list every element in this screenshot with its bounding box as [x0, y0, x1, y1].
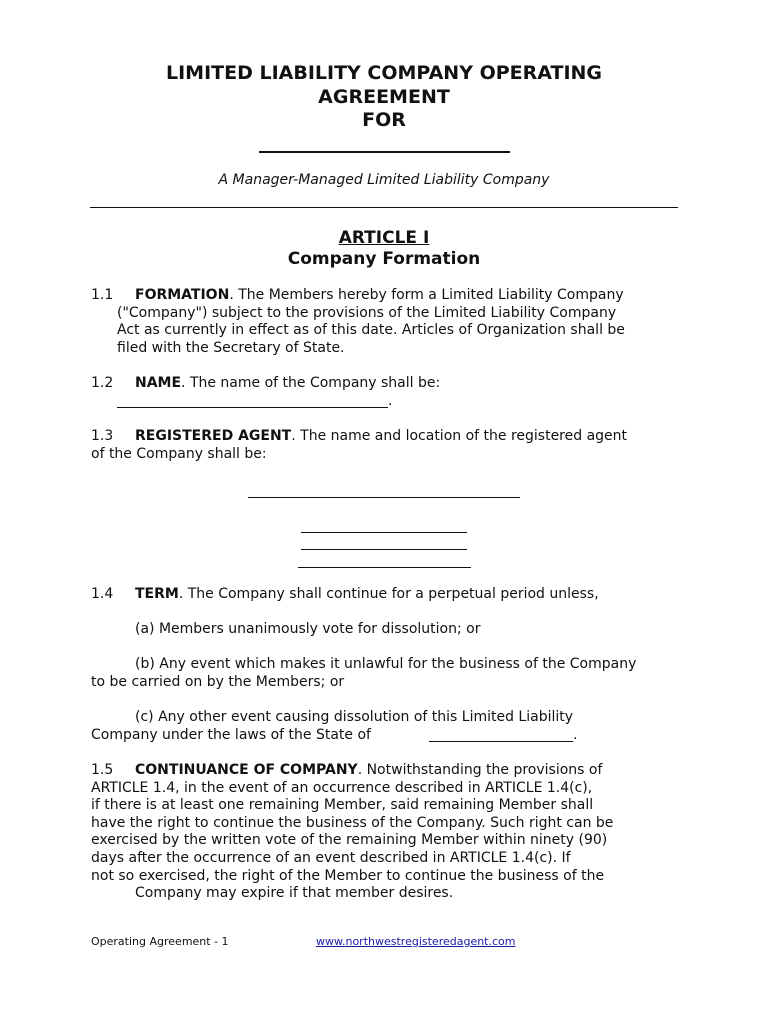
- agent-address-line-3: [298, 567, 471, 568]
- title-line-3: FOR: [362, 109, 406, 131]
- section-1-5-line-6: days after the occurrence of an event described in ARTICLE 1.4(c). If: [91, 850, 571, 866]
- section-1-1-line-4: filed with the Secretary of State.: [117, 340, 345, 356]
- section-1-5-line-7: not so exercised, the right of the Member to continue the business of the: [91, 868, 605, 884]
- section-1-5-heading: CONTINUANCE OF COMPANY: [135, 762, 358, 778]
- section-1-4-heading: TERM: [135, 586, 179, 602]
- section-1-5-line-1: [135, 762, 602, 780]
- agent-address-line-1: [301, 532, 467, 533]
- section-1-5-line-8: Company may expire if that member desires.: [135, 885, 454, 901]
- footer-website-link[interactable]: www.northwestregisteredagent.com: [316, 935, 516, 948]
- section-1-4-b-line-1: (b) Any event which makes it unlawful for the business of the Company: [135, 656, 637, 672]
- article-name: Company Formation: [287, 249, 481, 269]
- state-field-line: [429, 741, 573, 742]
- section-1-1-heading: FORMATION: [135, 287, 230, 303]
- section-1-5-line-5: exercised by the written vote of the remaining Member within ninety (90): [91, 832, 608, 848]
- section-1-4-c-period: .: [573, 727, 578, 743]
- agent-address-line-2: [301, 549, 467, 550]
- section-1-1-number: 1.1: [91, 287, 114, 303]
- section-1-3-number: 1.3: [91, 428, 114, 444]
- section-1-1-line-1: [135, 287, 624, 305]
- section-1-2-text-1: . The name of the Company shall be:: [181, 375, 441, 391]
- section-1-4-c-line-2: Company under the laws of the State of: [91, 727, 371, 743]
- footer-page-label: Operating Agreement - 1: [91, 935, 229, 948]
- section-1-3-heading: REGISTERED AGENT: [135, 428, 292, 444]
- section-1-3-line-2: of the Company shall be:: [91, 446, 267, 462]
- company-name-blank: [259, 151, 510, 153]
- article-number: ARTICLE I: [338, 228, 430, 248]
- section-1-4-number: 1.4: [91, 586, 114, 602]
- section-1-4-text-1: . The Company shall continue for a perpetual period unless,: [178, 586, 599, 602]
- section-1-5-text-1: . Notwithstanding the provisions of: [357, 762, 603, 778]
- section-1-3-text-1: . The name and location of the registered agent: [291, 428, 628, 444]
- title-line-1: LIMITED LIABILITY COMPANY OPERATING: [165, 62, 603, 84]
- section-1-2-number: 1.2: [91, 375, 114, 391]
- section-1-3-line-1: [135, 428, 627, 446]
- horizontal-rule: [90, 207, 678, 208]
- subtitle: A Manager-Managed Limited Liability Company: [218, 172, 550, 188]
- section-1-5-number: 1.5: [91, 762, 114, 778]
- section-1-2-line-1: [135, 375, 440, 393]
- section-1-5-line-4: have the right to continue the business of the Company. Such right can be: [91, 815, 614, 831]
- agent-name-line: [248, 497, 520, 498]
- section-1-4-b-line-2: to be carried on by the Members; or: [91, 674, 345, 690]
- title-line-2: AGREEMENT: [318, 86, 450, 108]
- section-1-4-a: (a) Members unanimously vote for dissolution; or: [135, 621, 481, 637]
- section-1-2-period: .: [388, 393, 393, 409]
- section-1-5-line-2: ARTICLE 1.4, in the event of an occurrence described in ARTICLE 1.4(c),: [91, 780, 593, 796]
- section-1-1-line-2: ("Company") subject to the provisions of the Limited Liability Company: [117, 305, 617, 321]
- section-1-1-line-3: Act as currently in effect as of this date. Articles of Organization shall be: [117, 322, 625, 338]
- company-name-field-line: [117, 407, 388, 408]
- section-1-1-text-1: . The Members hereby form a Limited Liability Company: [229, 287, 624, 303]
- section-1-5-line-3: if there is at least one remaining Member, said remaining Member shall: [91, 797, 594, 813]
- section-1-4-line-1: [135, 586, 599, 604]
- section-1-4-c-line-1: (c) Any other event causing dissolution of this Limited Liability: [135, 709, 574, 725]
- section-1-2-heading: NAME: [135, 375, 182, 391]
